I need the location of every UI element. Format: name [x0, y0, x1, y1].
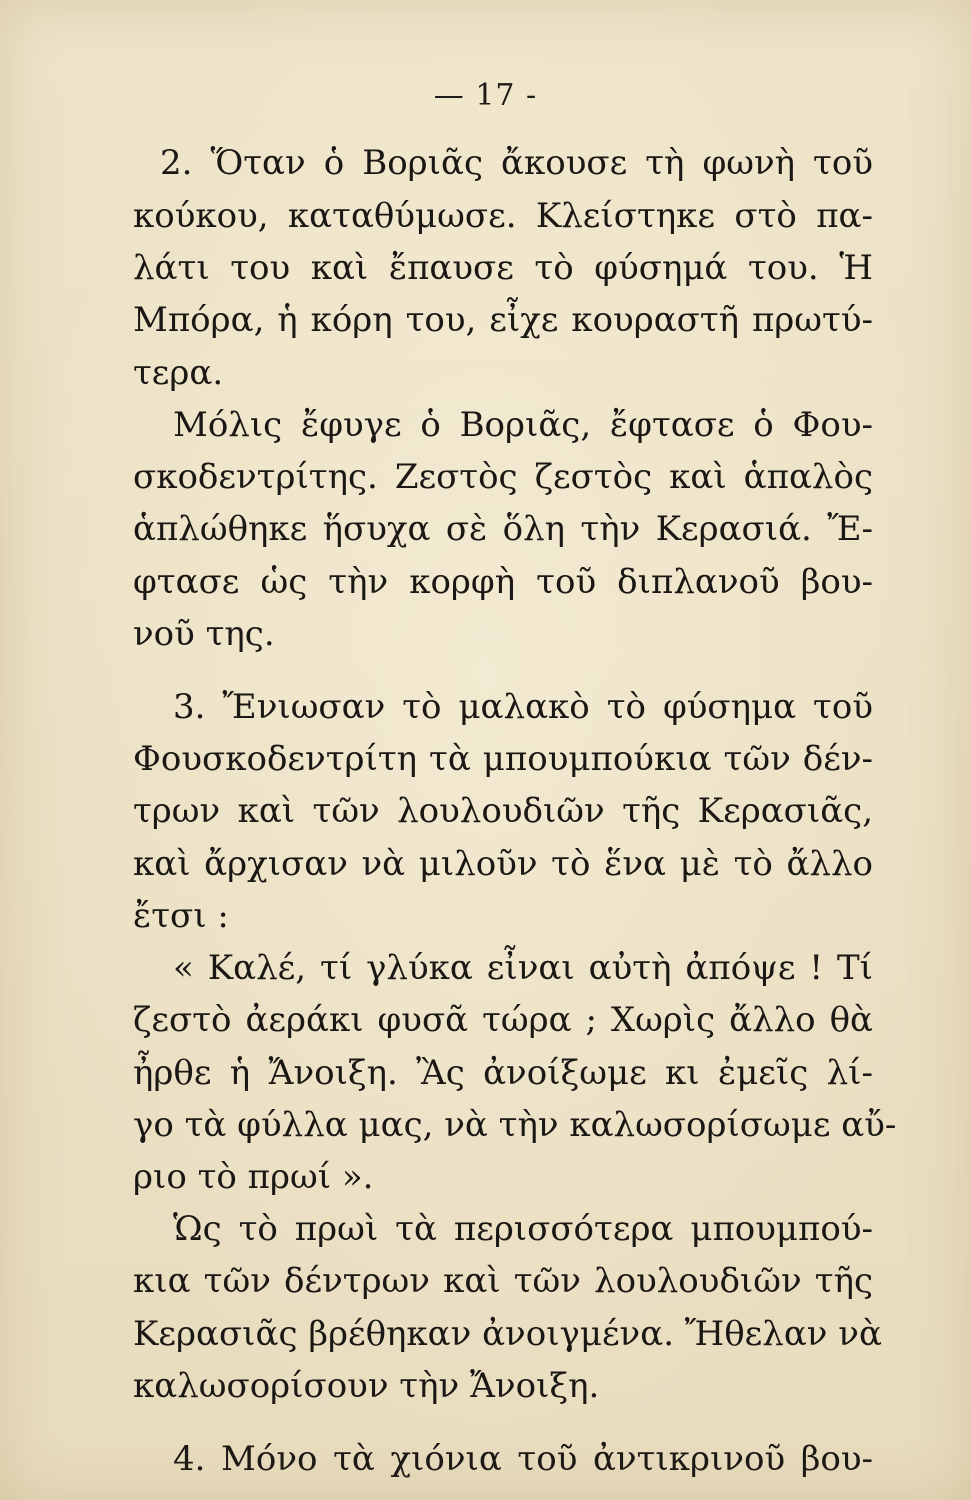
text-line: φτασε ὡς τὴν κορφὴ τοῦ διπλανοῦ βου- — [133, 562, 873, 602]
text-line: σκοδεντρίτης. Ζεστὸς ζεστὸς καὶ ἁπαλὸς — [133, 457, 873, 497]
text-line: τερα. — [133, 353, 224, 393]
text-line: 4. Μόνο τὰ χιόνια τοῦ ἀντικρινοῦ βου- — [173, 1439, 873, 1479]
text-line: τρων καὶ τῶν λουλουδιῶν τῆς Κερασιᾶς, — [133, 791, 873, 831]
text-line: ριο τὸ πρωί ». — [133, 1157, 374, 1197]
text-line: καλωσορίσουν τὴν Ἄνοιξη. — [133, 1366, 600, 1406]
text-line: Ὡς τὸ πρωὶ τὰ περισσότερα μπουμπού- — [173, 1209, 873, 1249]
text-line: καὶ ἄρχισαν νὰ μιλοῦν τὸ ἕνα μὲ τὸ ἄλλο — [133, 844, 873, 884]
page-number: — 17 - — [433, 78, 538, 113]
text-line: 3. Ἔνιωσαν τὸ μαλακὸ τὸ φύσημα τοῦ — [173, 687, 873, 727]
text-line: νοῦ της. — [133, 614, 275, 654]
text-line: λάτι του καὶ ἔπαυσε τὸ φύσημά του. Ἡ — [133, 248, 873, 288]
text-line: γο τὰ φύλλα μας, νὰ τὴν καλωσορίσωμε αὔ- — [133, 1105, 897, 1145]
text-line: κούκου, καταθύμωσε. Κλείστηκε στὸ πα- — [133, 196, 873, 236]
text-line: Φουσκοδεντρίτη τὰ μπουμπούκια τῶν δέν- — [133, 739, 873, 779]
text-line: 2. Ὅταν ὁ Βοριᾶς ἄκουσε τὴ φωνὴ τοῦ — [160, 143, 873, 183]
text-line: ἔτσι : — [133, 896, 229, 936]
text-line: ζεστὸ ἀεράκι φυσᾶ τώρα ; Χωρὶς ἄλλο θὰ — [133, 1000, 873, 1040]
text-line: κια τῶν δέντρων καὶ τῶν λουλουδιῶν τῆς — [133, 1261, 873, 1301]
text-line: Κερασιᾶς βρέθηκαν ἀνοιγμένα. Ἤθελαν νὰ — [133, 1314, 882, 1354]
text-line: Μόλις ἔφυγε ὁ Βοριᾶς, ἔφτασε ὁ Φου- — [173, 405, 873, 445]
text-line: « Καλέ, τί γλύκα εἶναι αὐτὴ ἀπόψε ! Τί — [173, 948, 873, 988]
text-line: Μπόρα, ἡ κόρη του, εἶχε κουραστῆ πρωτύ- — [133, 300, 873, 340]
text-line: ἁπλώθηκε ἥσυχα σὲ ὅλη τὴν Κερασιά. Ἔ- — [133, 509, 873, 549]
text-line: ἦρθε ἡ Ἄνοιξη. Ἂς ἀνοίξωμε κι ἐμεῖς λί- — [133, 1053, 873, 1093]
